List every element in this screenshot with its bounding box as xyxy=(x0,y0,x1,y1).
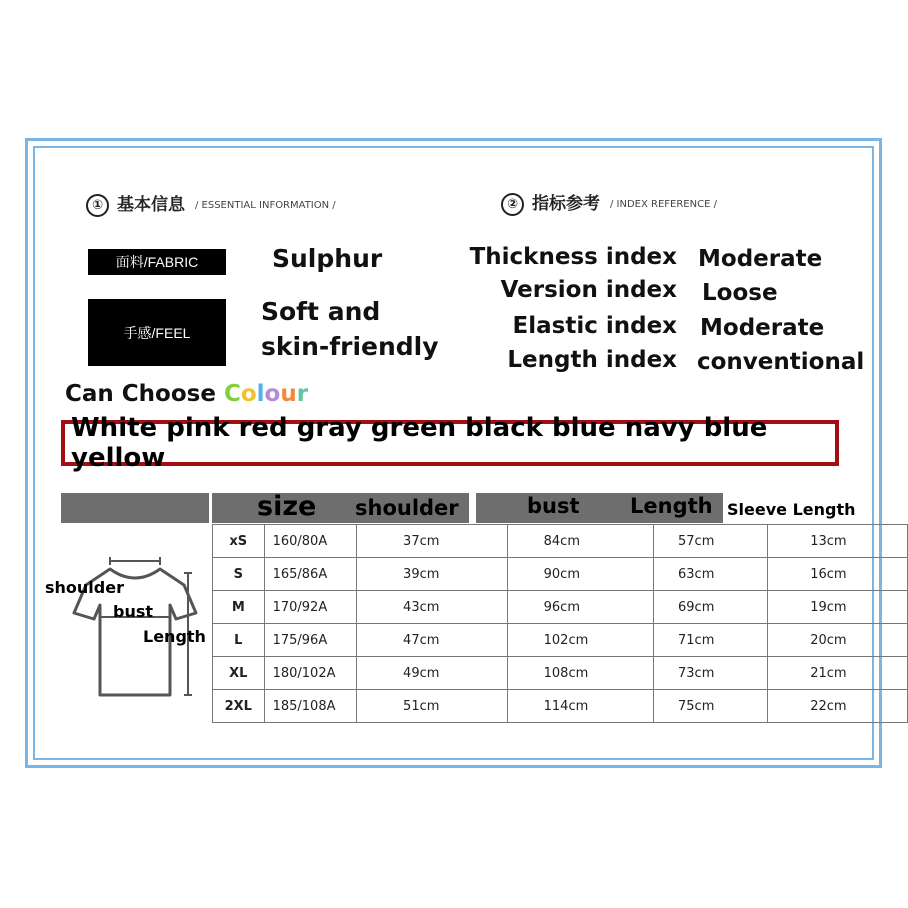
diagram-length-label: Length xyxy=(143,627,206,646)
length-cell: 69cm xyxy=(654,591,768,624)
header-bust: bust xyxy=(527,494,580,518)
bust-cell: 102cm xyxy=(507,624,653,657)
length-cell: 75cm xyxy=(654,690,768,723)
length-cell: 57cm xyxy=(654,525,768,558)
sleeve-cell: 22cm xyxy=(768,690,908,723)
sleeve-cell: 13cm xyxy=(768,525,908,558)
shoulder-cell: 37cm xyxy=(357,525,508,558)
bust-cell: 84cm xyxy=(507,525,653,558)
shoulder-cell: 49cm xyxy=(357,657,508,690)
shoulder-cell: 51cm xyxy=(357,690,508,723)
colour-letter: r xyxy=(296,381,309,407)
shoulder-cell: 43cm xyxy=(357,591,508,624)
shoulder-cell: 47cm xyxy=(357,624,508,657)
can-choose-text: Can Choose xyxy=(65,381,216,407)
header-length: Length xyxy=(630,494,713,518)
size-cell: 2XL xyxy=(213,690,265,723)
section-index-title: 指标参考 xyxy=(532,194,600,214)
colour-letter: o xyxy=(240,381,257,407)
available-colors-box xyxy=(61,413,839,473)
sleeve-cell: 21cm xyxy=(768,657,908,690)
table-row xyxy=(213,525,908,558)
length-cell: 63cm xyxy=(654,558,768,591)
index-value-version: Loose xyxy=(702,280,778,306)
length-cell: 71cm xyxy=(654,624,768,657)
feel-value-line1: Soft and xyxy=(261,297,381,326)
table-row xyxy=(213,690,908,723)
sleeve-cell: 16cm xyxy=(768,558,908,591)
feel-label-box xyxy=(88,299,226,366)
colour-letter: u xyxy=(280,381,297,407)
section-index-subtitle: / INDEX REFERENCE / xyxy=(610,198,717,210)
bust-cell: 96cm xyxy=(507,591,653,624)
index-value-elastic: Moderate xyxy=(700,315,825,341)
size-cell: M xyxy=(213,591,265,624)
length-cell: 73cm xyxy=(654,657,768,690)
sleeve-cell: 19cm xyxy=(768,591,908,624)
bust-cell: 108cm xyxy=(507,657,653,690)
table-row xyxy=(213,657,908,690)
fabric-label-box xyxy=(88,249,226,275)
feel-label: 手感/FEEL xyxy=(123,324,191,341)
size-cell: xS xyxy=(213,525,265,558)
section-essential-heading xyxy=(86,190,336,217)
size-cell: L xyxy=(213,624,265,657)
header-shoulder: shoulder xyxy=(355,496,459,520)
height-cell: 170/92A xyxy=(264,591,356,624)
index-value-thickness: Moderate xyxy=(698,246,823,272)
header-size: size xyxy=(257,491,317,522)
available-colors-text: White pink red gray green black blue navy blue yellow xyxy=(71,413,768,473)
colour-letter: C xyxy=(223,381,241,407)
size-cell: S xyxy=(213,558,265,591)
height-cell: 180/102A xyxy=(264,657,356,690)
size-cell: XL xyxy=(213,657,265,690)
index-name-thickness: Thickness index xyxy=(469,244,677,270)
height-cell: 165/86A xyxy=(264,558,356,591)
circled-number-1: ① xyxy=(86,194,109,217)
index-name-elastic: Elastic index xyxy=(512,313,677,339)
can-choose-colour xyxy=(65,381,308,407)
bust-cell: 114cm xyxy=(507,690,653,723)
section-essential-title: 基本信息 xyxy=(117,195,185,215)
height-cell: 185/108A xyxy=(264,690,356,723)
feel-value-line2: skin-friendly xyxy=(261,332,439,361)
sleeve-cell: 20cm xyxy=(768,624,908,657)
index-value-length: conventional xyxy=(697,349,865,375)
size-table xyxy=(212,524,908,723)
header-sleeve-length: Sleeve Length xyxy=(727,500,856,519)
height-cell: 160/80A xyxy=(264,525,356,558)
header-bar-left xyxy=(61,493,209,523)
table-row xyxy=(213,558,908,591)
index-name-length: Length index xyxy=(507,347,677,373)
shoulder-cell: 39cm xyxy=(357,558,508,591)
table-row xyxy=(213,591,908,624)
colour-word xyxy=(224,381,308,407)
fabric-label: 面料/FABRIC xyxy=(115,254,199,270)
section-essential-subtitle: / ESSENTIAL INFORMATION / xyxy=(195,199,336,211)
bust-cell: 90cm xyxy=(507,558,653,591)
section-index-heading xyxy=(501,189,717,216)
colour-letter: l xyxy=(256,381,265,407)
table-row xyxy=(213,624,908,657)
colour-letter: o xyxy=(264,381,281,407)
circled-number-2: ② xyxy=(501,193,524,216)
diagram-bust-label: bust xyxy=(113,602,154,621)
diagram-shoulder-label: shoulder xyxy=(45,578,124,597)
fabric-value: Sulphur xyxy=(272,244,383,273)
index-name-version: Version index xyxy=(500,277,677,303)
height-cell: 175/96A xyxy=(264,624,356,657)
